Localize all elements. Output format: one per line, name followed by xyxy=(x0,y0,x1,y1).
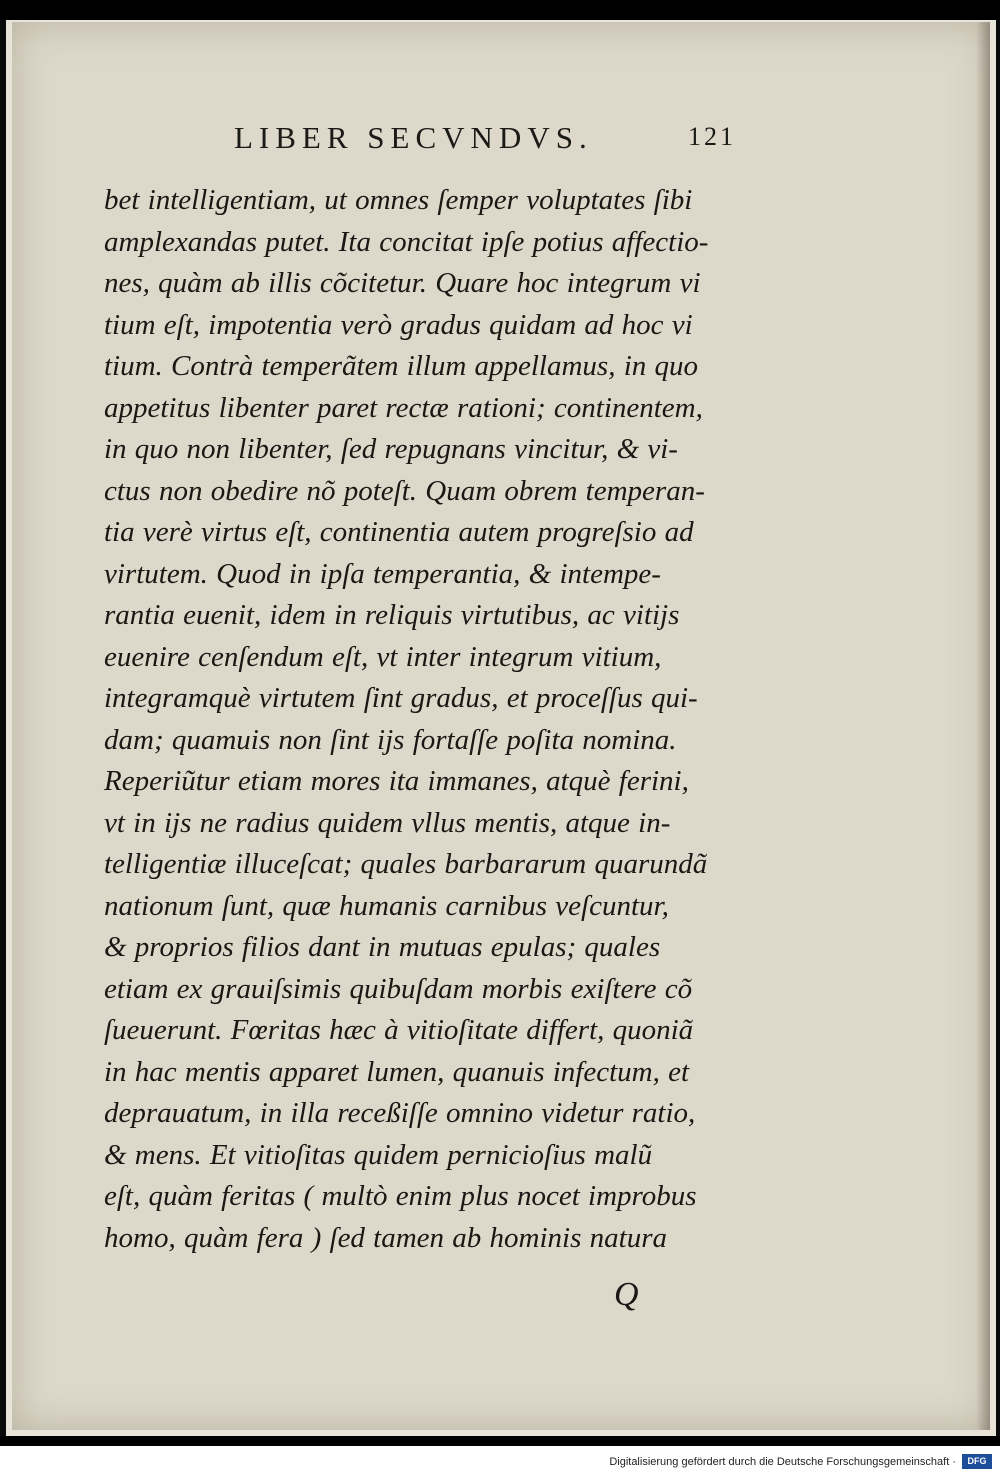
text-line: ctus non obedire nõ poteſt. Quam obrem temperan- xyxy=(104,474,705,507)
text-line: in quo non libenter, ſed repugnans vincitur, & vi- xyxy=(104,433,678,465)
text-line: telligentiæ illuceſcat; quales barbararum quarundã xyxy=(104,848,708,880)
text-line: & mens. Et vitioſitas quidem pernicioſius malũ xyxy=(104,1138,653,1171)
digitization-credit: Digitalisierung gefördert durch die Deutsche Forschungsgemeinschaft · xyxy=(609,1456,956,1468)
text-line: appetitus libenter paret rectæ rationi; continentem, xyxy=(104,391,703,424)
text-line: integramquè virtutem ſint gradus, et proceſſus qui- xyxy=(104,682,698,714)
text-line: bet intelligentiam, ut omnes ſemper voluptates ſibi xyxy=(104,184,693,216)
text-line: ſueuerunt. Fœritas hæc à vitioſitate differt, quoniã xyxy=(104,1014,694,1046)
text-line: nationum ſunt, quæ humanis carnibus veſcuntur, xyxy=(104,889,669,922)
text-line: tia verè virtus eſt, continentia autem progreſsio ad xyxy=(104,516,694,548)
text-line: vt in ijs ne radius quidem vllus mentis, atque in- xyxy=(104,806,671,839)
top-border-bar xyxy=(0,0,1000,20)
text-line: dam; quamuis non ſint ijs fortaſſe poſita nomina. xyxy=(104,723,677,756)
text-line: amplexandas putet. Ita concitat ipſe potius affectio- xyxy=(104,225,709,258)
page-number: 121 xyxy=(688,122,736,151)
text-line: tium. Contrà temperãtem illum appellamus, in quo xyxy=(104,350,699,382)
text-line: eſt, quàm feritas ( multò enim plus nocet improbus xyxy=(104,1180,697,1212)
text-line: euenire cenſendum eſt, vt inter integrum vitium, xyxy=(104,640,662,673)
running-title: LIBER SECVNDVS. xyxy=(234,120,593,155)
dfg-logo-icon: DFG xyxy=(962,1454,992,1469)
text-line: in hac mentis apparet lumen, quanuis infectum, et xyxy=(104,1055,690,1088)
text-line: nes, quàm ab illis cõcitetur. Quare hoc integrum vi xyxy=(104,267,701,299)
text-line: rantia euenit, idem in reliquis virtutibus, ac vitijs xyxy=(104,599,680,631)
text-line: tium eſt, impotentia verò gradus quidam ad hoc vi xyxy=(104,308,693,341)
book-page xyxy=(12,22,990,1430)
text-line: etiam ex grauiſsimis quibuſdam morbis exiſtere cõ xyxy=(104,972,693,1005)
catchword: Q xyxy=(614,1276,639,1313)
page-edge-shadow xyxy=(976,22,990,1430)
text-line: homo, quàm fera ) ſed tamen ab hominis natura xyxy=(104,1221,667,1254)
text-line: & proprios filios dant in mutuas epulas; quales xyxy=(104,931,661,963)
text-line: deprauatum, in illa receßiſſe omnino videtur ratio, xyxy=(104,1097,696,1129)
text-line: Reperiũtur etiam mores ita immanes, atquè ferini, xyxy=(104,765,689,797)
scanned-page-frame xyxy=(6,20,996,1436)
running-head xyxy=(12,120,990,170)
text-line: virtutem. Quod in ipſa temperantia, & intempe- xyxy=(104,557,661,590)
